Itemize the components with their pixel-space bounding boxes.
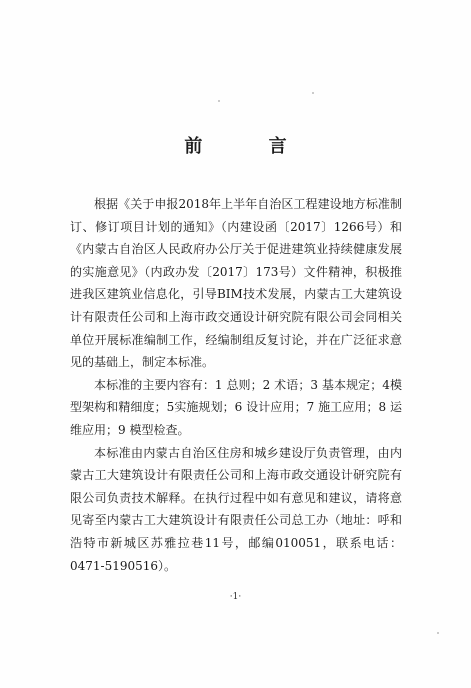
page-number: ·1· (229, 592, 242, 602)
paragraph-basis: 根据《关于申报2018年上半年自治区工程建设地方标准制订、修订项目计划的通知》（内建设函〔2017〕1266号）和《内蒙古自治区人民政府办公厅关于促进建筑业持续健康发展的实施意见》（内政办发〔2017〕173号）文件精神，积极推进我区建筑业信息化，引导BIM技术发展，内蒙古工大建筑设计有限责任公司和上海市政交通设计研究院有限公司会同相关单位开展标准编制工作，经编制组反复讨论，并在广泛征求意见的基础上，制定本标准。 (70, 197, 402, 370)
paragraph-contents: 本标准的主要内容有：1 总则；2 术语；3 基本规定；4模型架构和精细度；5实施规划；6 设计应用；7 施工应用；8 运维应用；9 模型检查。 (70, 377, 402, 437)
paragraph-management: 本标准由内蒙古自治区住房和城乡建设厅负责管理，由内蒙古工大建筑设计有限责任公司和上海市政交通设计研究院有限公司负责技术解释。在执行过程中如有意见和建议，请将意见寄至内蒙古工大建筑设计有限责任公司总工办（地址：呼和浩特市新城区苏雅拉巷11号，邮编010051，联系电话：0471-5190516）。 (70, 445, 402, 573)
scan-speck (437, 632, 439, 634)
scan-speck (312, 92, 314, 94)
page-title: 前 言 (184, 136, 317, 157)
preface-body (70, 193, 402, 577)
scan-speck (218, 100, 220, 102)
